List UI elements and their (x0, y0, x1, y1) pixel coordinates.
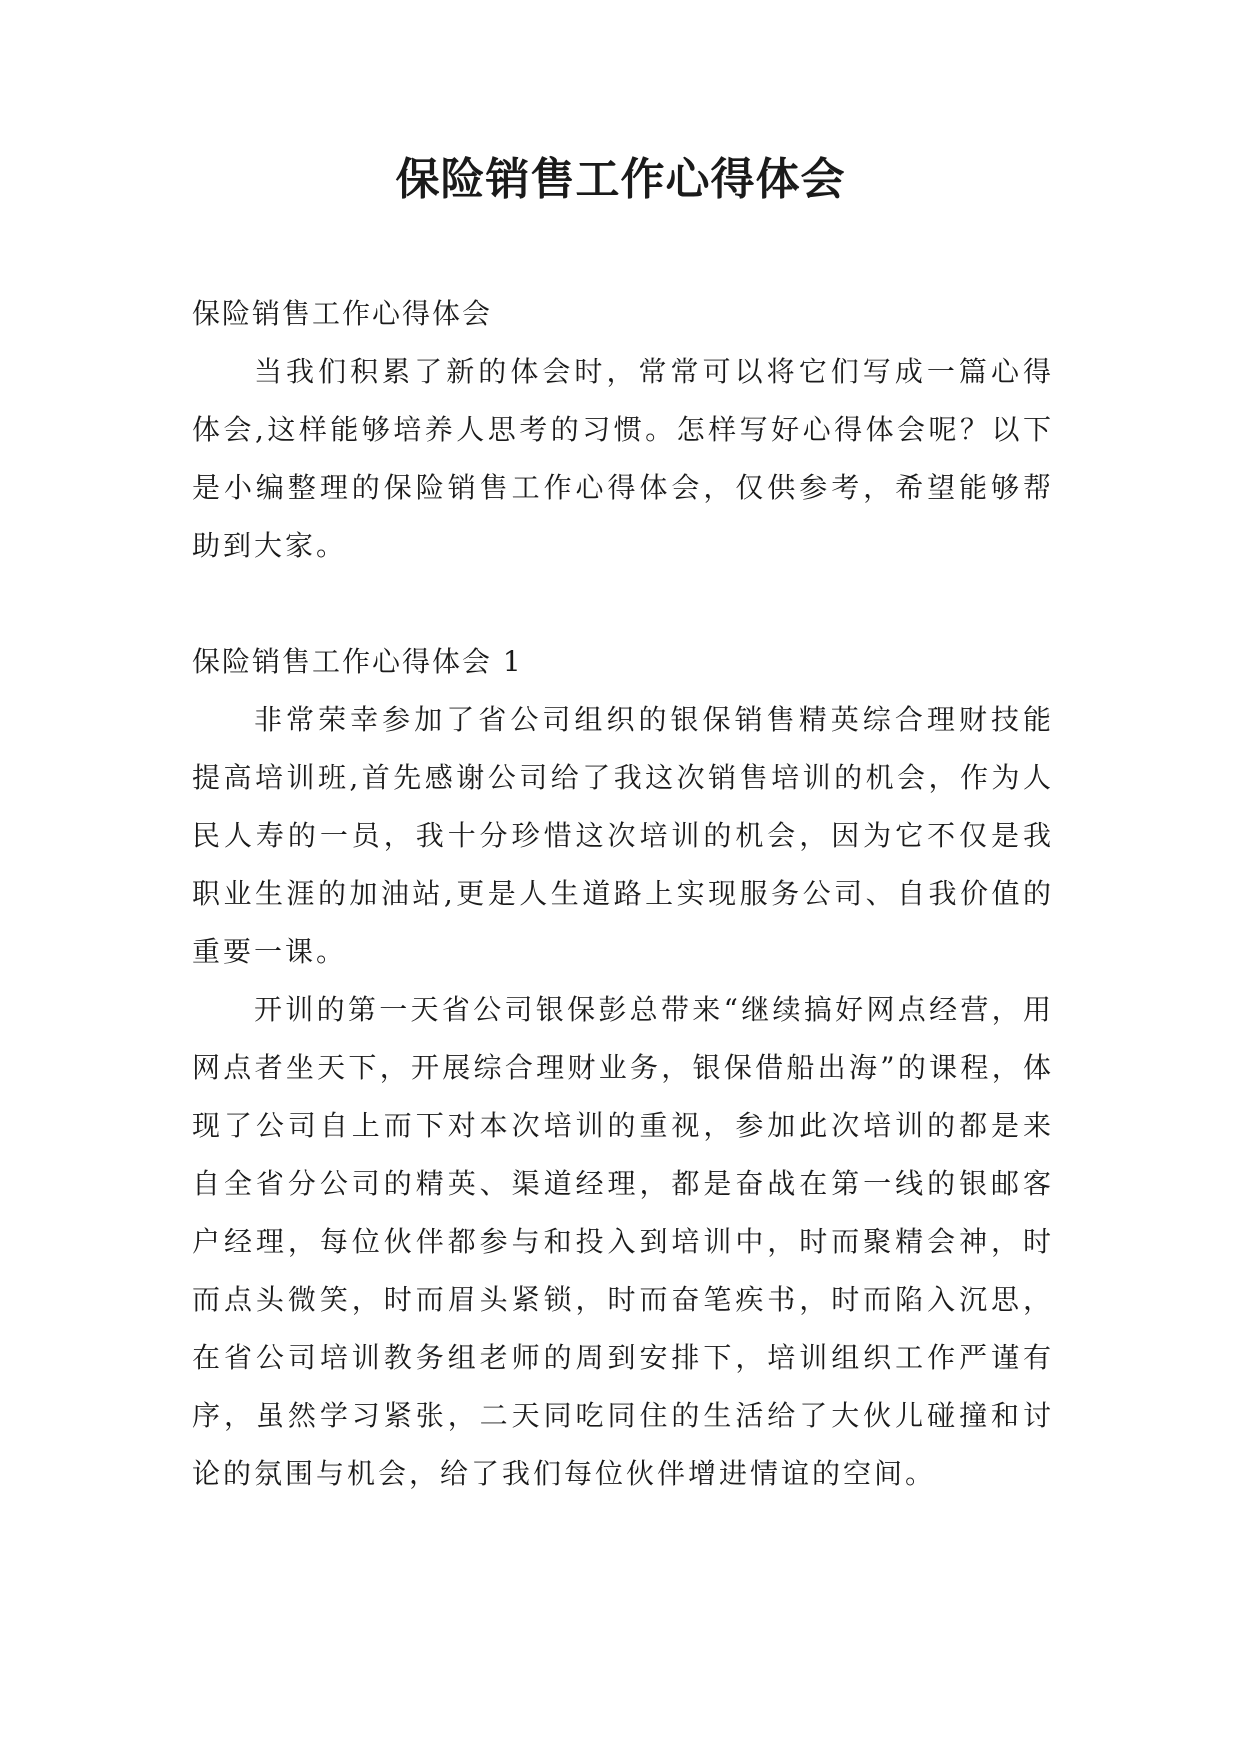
section1-heading: 保险销售工作心得体会 1 (192, 645, 523, 678)
intro-paragraph: 当我们积累了新的体会时，常常可以将它们写成一篇心得体会,这样能够培养人思考的习惯。怎样写好心得体会呢？以下是小编整理的保险销售工作心得体会，仅供参考，希望能够帮助到大家。 (192, 355, 1054, 562)
intro-heading: 保险销售工作心得体会 (192, 297, 493, 330)
section-spacer (192, 575, 1054, 633)
section1-paragraph-1: 非常荣幸参加了省公司组织的银保销售精英综合理财技能提高培训班,首先感谢公司给了我这次销售培训的机会，作为人民人寿的一员，我十分珍惜这次培训的机会，因为它不仅是我职业生涯的加油站,更是人生道路上实现服务公司、自我价值的重要一课。 (192, 703, 1054, 968)
document-title: 保险销售工作心得体会 (395, 154, 846, 205)
section1-paragraph-2: 开训的第一天省公司银保彭总带来“继续搞好网点经营，用网点者坐天下，开展综合理财业务，银保借船出海”的课程，体现了公司自上而下对本次培训的重视，参加此次培训的都是来自全省分公司的精英、渠道经理，都是奋战在第一线的银邮客户经理，每位伙伴都参与和投入到培训中，时而聚精会神，时而点头微笑，时而眉头紧锁，时而奋笔疾书，时而陷入沉思，在省公司培训教务组老师的周到安排下，培训组织工作严谨有序，虽然学习紧张，二天同吃同住的生活给了大伙儿碰撞和讨论的氛围与机会，给了我们每位伙伴增进情谊的空间。 (192, 993, 1054, 1490)
document-body (192, 285, 1054, 1503)
